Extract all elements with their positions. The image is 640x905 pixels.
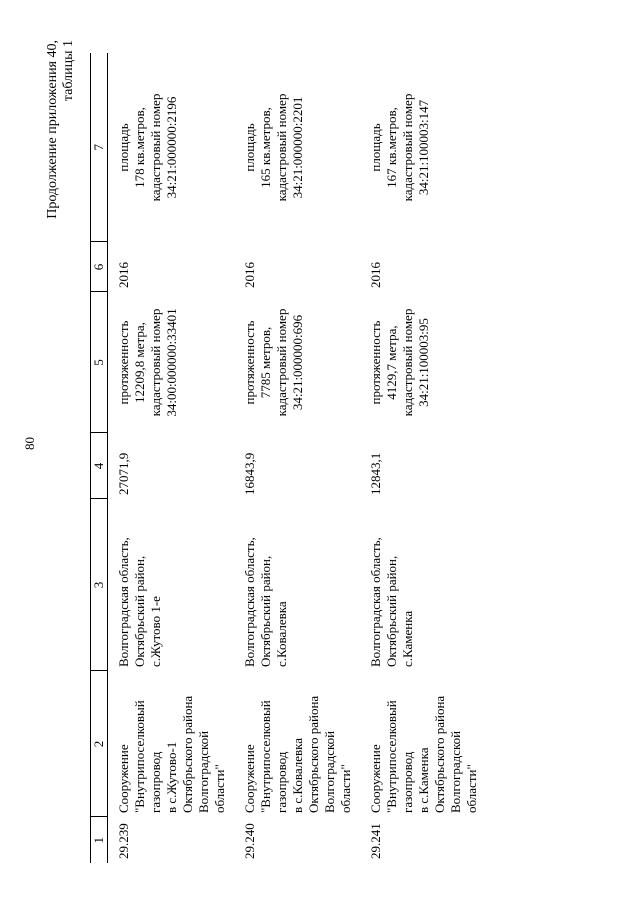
object-name xyxy=(360,671,486,817)
length-line: протяженность xyxy=(368,320,383,405)
row-number: 29.239 xyxy=(116,823,131,859)
object-name-line: газопровод xyxy=(148,751,163,813)
object-year: 2016 xyxy=(368,262,383,288)
area-line: 178 кв.метров, xyxy=(132,107,147,188)
length-line: 34:21:100003:95 xyxy=(416,318,431,407)
object-name-line: в с.Жутово-1 xyxy=(164,741,179,813)
table-row xyxy=(108,53,235,863)
column-header: 7 xyxy=(91,53,108,242)
object-cost: 16843,9 xyxy=(242,452,257,495)
length-line: протяженность xyxy=(116,320,131,405)
length-line: протяженность xyxy=(242,320,257,405)
object-cost: 27071,9 xyxy=(116,452,131,495)
length-line: 12209,8 метра, xyxy=(132,322,147,403)
area-line: 34:21:100003:147 xyxy=(416,99,431,196)
object-name-line: Октябрьского района xyxy=(306,695,321,813)
area-line: 34:21:000000:2196 xyxy=(164,96,179,199)
address-line: Октябрьский район, xyxy=(132,555,147,667)
table-row xyxy=(234,53,360,863)
object-length xyxy=(234,292,360,433)
caption-line-2: таблицы 1 xyxy=(61,40,76,102)
address-line: Волгоградская область, xyxy=(368,537,383,667)
area-line: площадь xyxy=(368,123,383,172)
length-line: 4129,7 метра, xyxy=(384,325,399,400)
object-name-line: области" xyxy=(212,764,227,813)
object-name-line: Октябрьского района xyxy=(432,695,447,813)
object-year: 2016 xyxy=(242,262,257,288)
object-name xyxy=(108,671,235,817)
area-line: 165 кв.метров, xyxy=(258,107,273,188)
object-name-line: газопровод xyxy=(274,751,289,813)
length-line: 34:00:000000:33401 xyxy=(164,308,179,417)
length-line: кадастровый номер xyxy=(274,308,289,417)
object-name-line: области" xyxy=(464,764,479,813)
object-name-line: Сооружение xyxy=(242,744,257,813)
table-row xyxy=(360,53,486,863)
object-name-line: Волгоградской xyxy=(322,730,337,813)
object-name-line: "Внутрипоселковый xyxy=(384,700,399,813)
page-number: 80 xyxy=(22,437,37,450)
area-line: площадь xyxy=(242,123,257,172)
address-line: с.Каменка xyxy=(400,610,415,667)
object-address xyxy=(234,499,360,671)
object-name-line: Октябрьского района xyxy=(180,695,195,813)
object-name xyxy=(234,671,360,817)
area-line: кадастровый номер xyxy=(400,93,415,202)
row-number: 29.241 xyxy=(368,823,383,859)
object-length xyxy=(360,292,486,433)
area-line: 167 кв.метров, xyxy=(384,107,399,188)
row-number: 29.240 xyxy=(242,823,257,859)
column-header: 5 xyxy=(91,292,108,433)
address-line: Октябрьский район, xyxy=(258,555,273,667)
object-length xyxy=(108,292,235,433)
column-header: 3 xyxy=(91,499,108,671)
object-address xyxy=(108,499,235,671)
column-header: 6 xyxy=(91,242,108,292)
address-line: Октябрьский район, xyxy=(384,555,399,667)
object-area xyxy=(360,53,486,242)
address-line: с.Ковалевка xyxy=(274,601,289,667)
caption-line-1: Продолжение приложения 40, xyxy=(45,40,60,219)
object-area xyxy=(234,53,360,242)
object-name-line: Волгоградской xyxy=(448,730,463,813)
property-table xyxy=(90,53,486,863)
column-header: 1 xyxy=(91,817,108,863)
object-name-line: в с.Ковалевка xyxy=(290,737,305,813)
object-cost: 12843,1 xyxy=(368,452,383,495)
object-name-line: Сооружение xyxy=(368,744,383,813)
object-name-line: в с.Каменка xyxy=(416,747,431,813)
object-name-line: "Внутрипоселковый xyxy=(258,700,273,813)
column-header: 4 xyxy=(91,433,108,499)
column-header: 2 xyxy=(91,671,108,817)
object-name-line: Сооружение xyxy=(116,744,131,813)
length-line: 34:21:000000:696 xyxy=(290,314,305,411)
area-line: 34:21:000000:2201 xyxy=(290,96,305,199)
object-year: 2016 xyxy=(116,262,131,288)
address-line: Волгоградская область, xyxy=(116,537,131,667)
length-line: кадастровый номер xyxy=(148,308,163,417)
area-line: площадь xyxy=(116,123,131,172)
object-address xyxy=(360,499,486,671)
object-name-line: области" xyxy=(338,764,353,813)
object-name-line: "Внутрипоселковый xyxy=(132,700,147,813)
area-line: кадастровый номер xyxy=(148,93,163,202)
object-name-line: Волгоградской xyxy=(196,730,211,813)
area-line: кадастровый номер xyxy=(274,93,289,202)
length-line: 7785 метров, xyxy=(258,326,273,399)
table-caption xyxy=(45,40,77,219)
header-row xyxy=(91,53,108,863)
address-line: с.Жутово 1-е xyxy=(148,596,163,667)
address-line: Волгоградская область, xyxy=(242,537,257,667)
object-name-line: газопровод xyxy=(400,751,415,813)
length-line: кадастровый номер xyxy=(400,308,415,417)
object-area xyxy=(108,53,235,242)
